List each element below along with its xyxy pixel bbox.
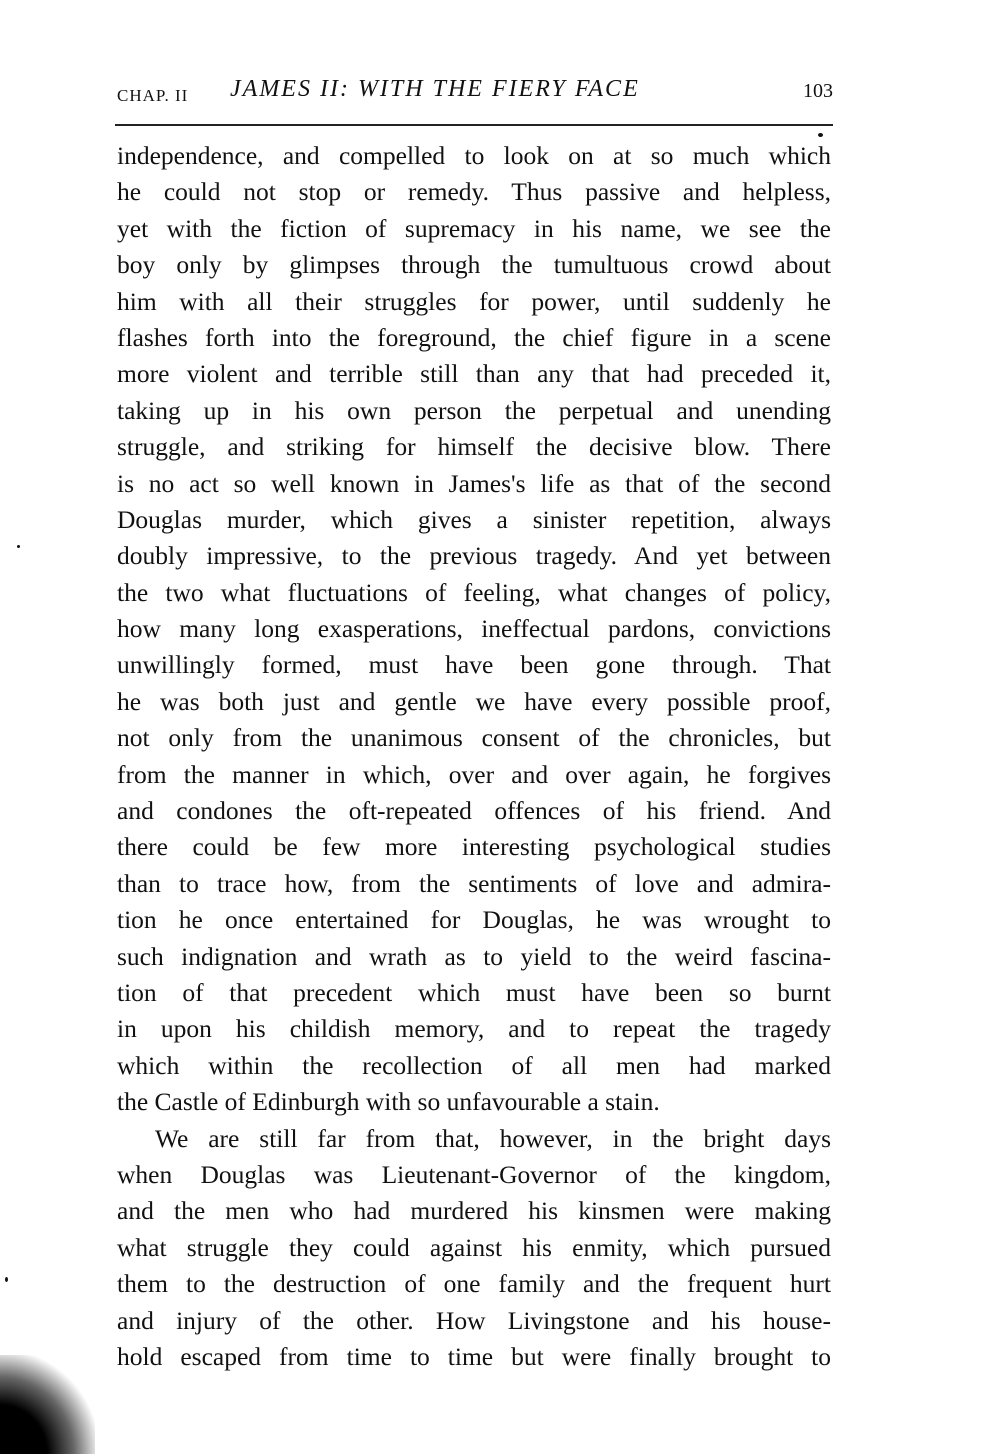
text-line: unwillingly formed, must have been gone through. That [117, 650, 831, 680]
text-line: in upon his childish memory, and to repeat the tragedy [117, 1014, 831, 1044]
text-line: them to the destruction of one family and the frequent hurt [117, 1269, 831, 1299]
text-line: boy only by glimpses through the tumultuous crowd about [117, 250, 831, 280]
text-line: the two what fluctuations of feeling, what changes of policy, [117, 577, 831, 607]
text-line: he was both just and gentle we have every possible proof, [117, 686, 831, 716]
chapter-label: CHAP. II [117, 86, 189, 105]
text-line: the Castle of Edinburgh with so unfavourable a stain. [117, 1087, 660, 1117]
text-line: what struggle they could against his enmity, which pursued [117, 1232, 831, 1262]
text-line: struggle, and striking for himself the decisive blow. There [117, 432, 831, 462]
text-line: independence, and compelled to look on at so much which [117, 141, 831, 170]
text-line: and condones the oft-repeated offences of his friend. And [117, 796, 831, 826]
text-line: is no act so well known in James's life as that of the second [117, 468, 831, 498]
text-line: from the manner in which, over and over again, he forgives [117, 759, 831, 789]
paragraph [117, 1121, 831, 1376]
text-line: such indignation and wrath as to yield to the weird fascina- [117, 941, 831, 971]
body-text [117, 138, 831, 1375]
text-line: not only from the unanimous consent of the chronicles, but [117, 723, 831, 753]
scan-speck [17, 545, 20, 548]
text-line: We are still far from that, however, in the bright days [155, 1123, 831, 1153]
scan-smudge [0, 1355, 95, 1454]
text-line: taking up in his own person the perpetual and unending [117, 395, 831, 425]
header-rule [115, 124, 833, 126]
text-line: Douglas murder, which gives a sinister repetition, always [117, 504, 831, 534]
text-line: how many long exasperations, ineffectual pardons, convictions [117, 614, 831, 644]
text-line: which within the recollection of all men had marked [117, 1050, 831, 1080]
text-line: hold escaped from time to time but were finally brought to [117, 1341, 831, 1371]
text-line: when Douglas was Lieutenant-Governor of the kingdom, [117, 1159, 831, 1189]
text-line: more violent and terrible still than any that had preceded it, [117, 359, 831, 389]
text-line: than to trace how, from the sentiments of love and admira- [117, 868, 831, 898]
running-header [117, 76, 833, 112]
paragraph [117, 138, 831, 1121]
page-number: 103 [803, 80, 833, 102]
scan-speck [818, 133, 823, 137]
text-line: tion of that precedent which must have been so burnt [117, 977, 831, 1007]
text-line: and the men who had murdered his kinsmen were making [117, 1196, 831, 1226]
text-line: and injury of the other. How Livingstone and his house- [117, 1305, 831, 1335]
text-line: tion he once entertained for Douglas, he was wrought to [117, 905, 831, 935]
text-line: doubly impressive, to the previous tragedy. And yet between [117, 541, 831, 571]
text-line: he could not stop or remedy. Thus passive and helpless, [117, 177, 831, 207]
text-line: flashes forth into the foreground, the chief figure in a scene [117, 322, 831, 352]
text-line: there could be few more interesting psychological studies [117, 832, 831, 862]
text-line: yet with the fiction of supremacy in his name, we see the [117, 213, 831, 243]
running-title: JAMES II: WITH THE FIERY FACE [230, 76, 640, 102]
text-line: him with all their struggles for power, until suddenly he [117, 286, 831, 316]
scan-speck [5, 1277, 8, 1282]
